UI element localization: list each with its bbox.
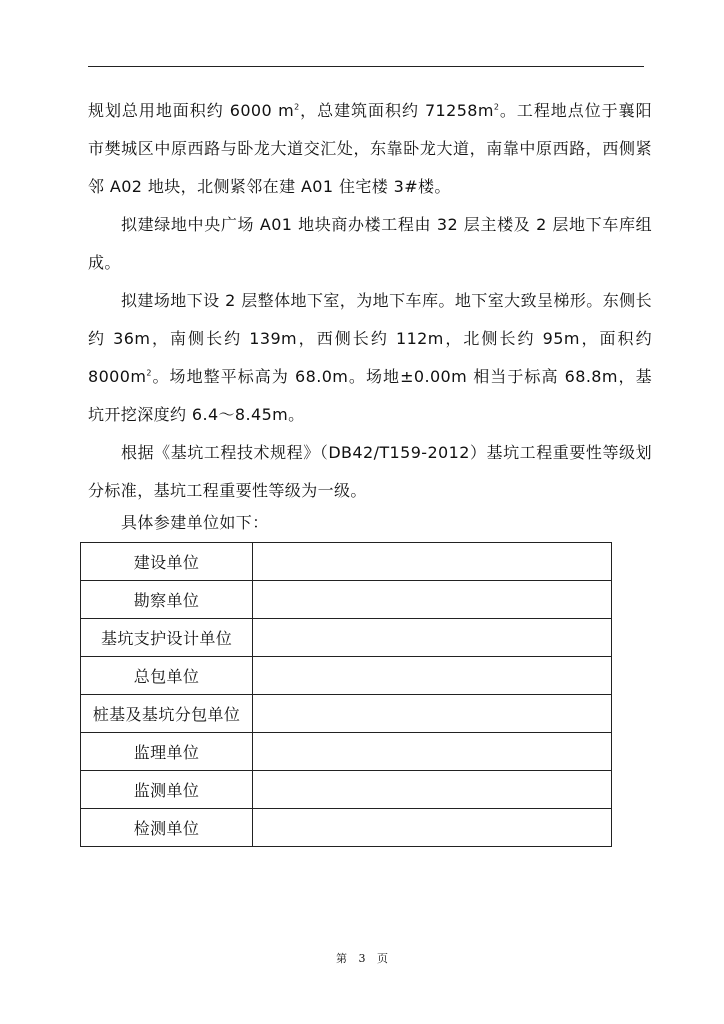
table-row	[81, 581, 612, 619]
unit-name-cell	[253, 543, 612, 581]
body-text	[88, 92, 652, 510]
paragraph-text: 规划总用地面积约 6000 m	[88, 101, 295, 120]
unit-name-cell	[253, 619, 612, 657]
unit-name-cell	[253, 809, 612, 847]
paragraph-text: 拟建场地下设 2 层整体地下室，为地下车库。地下室大致呈梯形。东侧长约 36m，南侧长约 139m，西侧长约 112m，北侧长约 95m，面积约 8000m	[88, 291, 652, 386]
unit-role-label: 建设单位	[81, 543, 253, 581]
paragraph-text: 。工程地点位于襄阳市樊城区中原西路与卧龙大道交汇处，东靠卧龙大道，南靠中原西路，西侧紧邻 A02 地块，北侧紧邻在建 A01 住宅楼 3#楼。	[88, 101, 653, 196]
table-row	[81, 619, 612, 657]
superscript-unit: 2	[493, 102, 500, 112]
table-row	[81, 657, 612, 695]
superscript-unit: 2	[294, 102, 300, 112]
table-row	[81, 695, 612, 733]
table-intro-text: 具体参建单位如下：	[121, 513, 269, 532]
paragraph-importance-grade: 根据《基坑工程技术规程》（DB42/T159-2012）基坑工程重要性等级划分标准，基坑工程重要性等级为一级。	[88, 443, 652, 500]
header-rule	[88, 66, 644, 67]
paragraph-basement-description	[88, 282, 652, 434]
unit-role-label: 监测单位	[81, 771, 253, 809]
unit-role-label: 桩基及基坑分包单位	[81, 695, 253, 733]
page-number: 第 3 页	[336, 952, 388, 965]
unit-role-label: 监理单位	[81, 733, 253, 771]
table-row	[81, 543, 612, 581]
paragraph-text: ，总建筑面积约 71258m	[299, 101, 494, 120]
superscript-unit: 2	[146, 368, 152, 378]
unit-name-cell	[253, 771, 612, 809]
unit-name-cell	[253, 581, 612, 619]
unit-role-label: 基坑支护设计单位	[81, 619, 253, 657]
unit-name-cell	[253, 695, 612, 733]
unit-name-cell	[253, 733, 612, 771]
table-row	[81, 733, 612, 771]
table-row	[81, 809, 612, 847]
paragraph-building-composition: 拟建绿地中央广场 A01 地块商办楼工程由 32 层主楼及 2 层地下车库组成。	[88, 215, 652, 272]
unit-role-label: 总包单位	[81, 657, 253, 695]
participating-units-table	[80, 542, 612, 847]
table-body	[81, 543, 612, 847]
paragraph-project-overview	[88, 92, 652, 206]
unit-role-label: 检测单位	[81, 809, 253, 847]
unit-role-label: 勘察单位	[81, 581, 253, 619]
unit-name-cell	[253, 657, 612, 695]
table-row	[81, 771, 612, 809]
paragraph-text: 。场地整平标高为 68.0m。场地±0.00m 相当于标高 68.8m，基坑开挖深度约 6.4～8.45m。	[88, 367, 652, 424]
